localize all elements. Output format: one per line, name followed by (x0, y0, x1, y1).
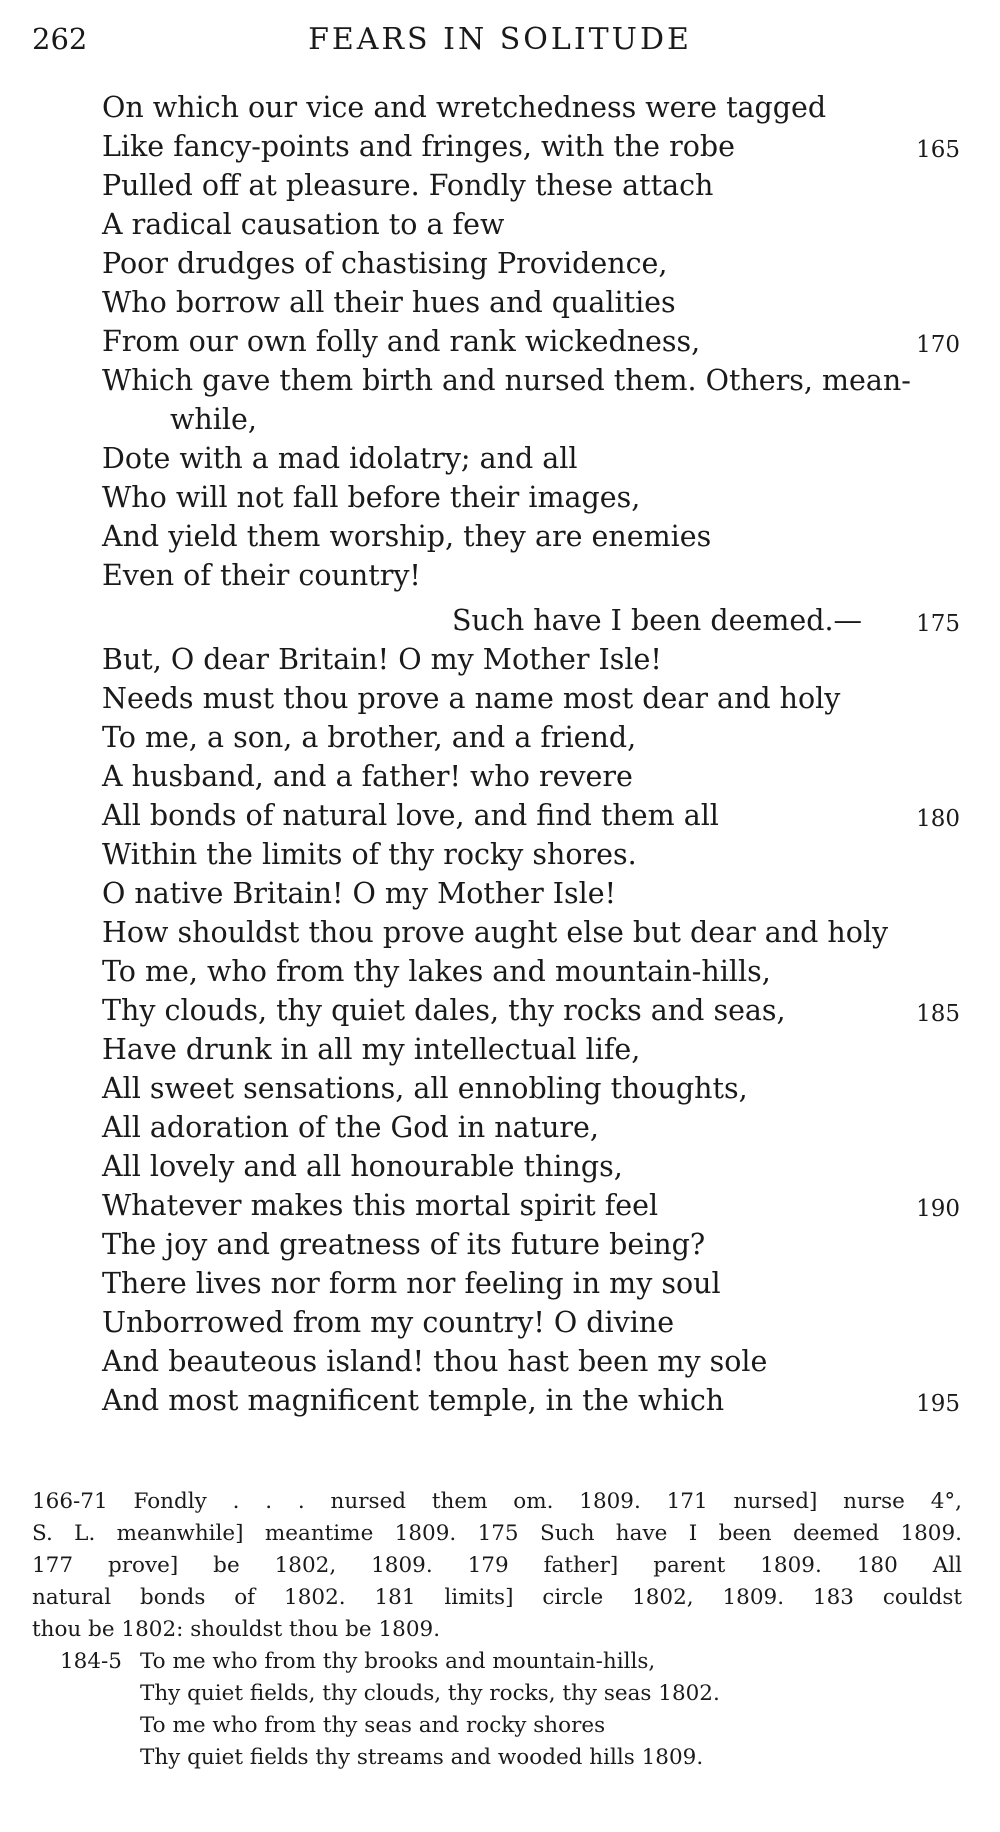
poem-line (102, 478, 960, 517)
variant-lines (140, 1646, 962, 1774)
poem-line (102, 88, 960, 127)
variant-block (32, 1646, 962, 1774)
note-line: thou be 1802: shouldst thou be 1809. (32, 1617, 441, 1642)
poem-line (102, 1030, 960, 1069)
poem-line-text: Which gave them birth and nursed them. Others, mean- (102, 364, 911, 397)
line-number: 190 (916, 1196, 960, 1222)
poem-line-text: The joy and greatness of its future being? (102, 1228, 706, 1261)
poem-line (102, 244, 960, 283)
poem-line (102, 640, 960, 679)
poem-body (102, 88, 960, 1420)
poem-line (102, 1264, 960, 1303)
poem-line (102, 556, 960, 595)
line-number: 170 (916, 332, 960, 358)
poem-line-text: How shouldst thou prove aught else but dear and holy (102, 916, 889, 949)
line-number: 185 (916, 1001, 960, 1027)
poem-line (102, 400, 960, 439)
poem-line-text: And most magnificent temple, in the which (102, 1384, 725, 1417)
poem-line (102, 1147, 960, 1186)
poem-line (102, 1225, 960, 1264)
poem-line (102, 1108, 960, 1147)
poem-line (102, 601, 960, 640)
poem-line-text: Needs must thou prove a name most dear and holy (102, 682, 841, 715)
poem-line-text: To me, who from thy lakes and mountain-hills, (102, 955, 771, 988)
running-title: FEARS IN SOLITUDE (308, 22, 692, 57)
variant-line: Thy quiet fields, thy clouds, thy rocks, thy seas 1802. (140, 1681, 720, 1706)
poem-line-text: There lives nor form nor feeling in my soul (102, 1267, 721, 1300)
poem-line-text: Unborrowed from my country! O divine (102, 1306, 675, 1339)
poem-line-text: All lovely and all honourable things, (102, 1150, 623, 1183)
poem-line-text: Who will not fall before their images, (102, 481, 641, 514)
poem-line-text: while, (170, 403, 257, 436)
poem-line-text: All adoration of the God in nature, (102, 1111, 599, 1144)
page-number: 262 (32, 22, 88, 56)
poem-line (102, 796, 960, 835)
poem-line-text: Who borrow all their hues and qualities (102, 286, 676, 319)
line-number: 195 (916, 1391, 960, 1417)
poem-line-text: And yield them worship, they are enemies (102, 520, 712, 553)
line-number: 180 (916, 806, 960, 832)
poem-line (102, 913, 960, 952)
poem-line (102, 835, 960, 874)
textual-notes (32, 1486, 962, 1774)
poem-line-text: Dote with a mad idolatry; and all (102, 442, 578, 475)
poem-line-text: To me, a son, a brother, and a friend, (102, 721, 637, 754)
poem-line-text: And beauteous island! thou hast been my sole (102, 1345, 768, 1378)
poem-line (102, 283, 960, 322)
variant-line: Thy quiet fields thy streams and wooded hills 1809. (140, 1745, 704, 1770)
poem-line-text: Have drunk in all my intellectual life, (102, 1033, 641, 1066)
variant-line: To me who from thy seas and rocky shores (140, 1713, 606, 1738)
poem-line (102, 439, 960, 478)
poem-line (102, 205, 960, 244)
poem-line (102, 166, 960, 205)
poem-line-text: Such have I been deemed.— (452, 604, 863, 637)
poem-line-text: O native Britain! O my Mother Isle! (102, 877, 617, 910)
poem-line (102, 517, 960, 556)
note-line: 166-71 Fondly . . . nursed them om. 1809. 171 nursed] nurse 4°, (32, 1489, 962, 1514)
variant-line: To me who from thy brooks and mountain-hills, (140, 1649, 656, 1674)
note-line: S. L. meanwhile] meantime 1809. 175 Such have I been deemed 1809. (32, 1521, 962, 1546)
line-number: 165 (916, 137, 960, 163)
poem-line (102, 1342, 960, 1381)
variant-line-ref: 184-5 (60, 1649, 122, 1674)
poem-line (102, 361, 960, 400)
poem-line (102, 991, 960, 1030)
poem-line-text: But, O dear Britain! O my Mother Isle! (102, 643, 662, 676)
poem-line-text: On which our vice and wretchedness were tagged (102, 91, 827, 124)
poem-line-text: Even of their country! (102, 559, 421, 592)
poem-line (102, 1381, 960, 1420)
note-line: 177 prove] be 1802, 1809. 179 father] parent 1809. 180 All (32, 1553, 962, 1578)
poem-line-text: Thy clouds, thy quiet dales, thy rocks and seas, (102, 994, 786, 1027)
poem-line-text: Poor drudges of chastising Providence, (102, 247, 668, 280)
poem-line (102, 1303, 960, 1342)
poem-line (102, 757, 960, 796)
poem-line (102, 679, 960, 718)
poem-line-text: Whatever makes this mortal spirit feel (102, 1189, 659, 1222)
poem-line-text: All bonds of natural love, and find them all (102, 799, 719, 832)
poem-line-text: Pulled off at pleasure. Fondly these attach (102, 169, 714, 202)
poem-line (102, 322, 960, 361)
poem-line-text: From our own folly and rank wickedness, (102, 325, 701, 358)
poem-line-text: All sweet sensations, all ennobling thoughts, (102, 1072, 748, 1105)
line-number: 175 (916, 611, 960, 637)
poem-line (102, 1069, 960, 1108)
poem-line (102, 1186, 960, 1225)
poem-line (102, 874, 960, 913)
poem-line-text: A radical causation to a few (102, 208, 505, 241)
poem-line-text: Like fancy-points and fringes, with the robe (102, 130, 735, 163)
poem-line-text: Within the limits of thy rocky shores. (102, 838, 637, 871)
poem-line (102, 952, 960, 991)
poem-line (102, 718, 960, 757)
note-line: natural bonds of 1802. 181 limits] circle 1802, 1809. 183 couldst (32, 1585, 962, 1610)
poem-line (102, 127, 960, 166)
poem-line-text: A husband, and a father! who revere (102, 760, 633, 793)
